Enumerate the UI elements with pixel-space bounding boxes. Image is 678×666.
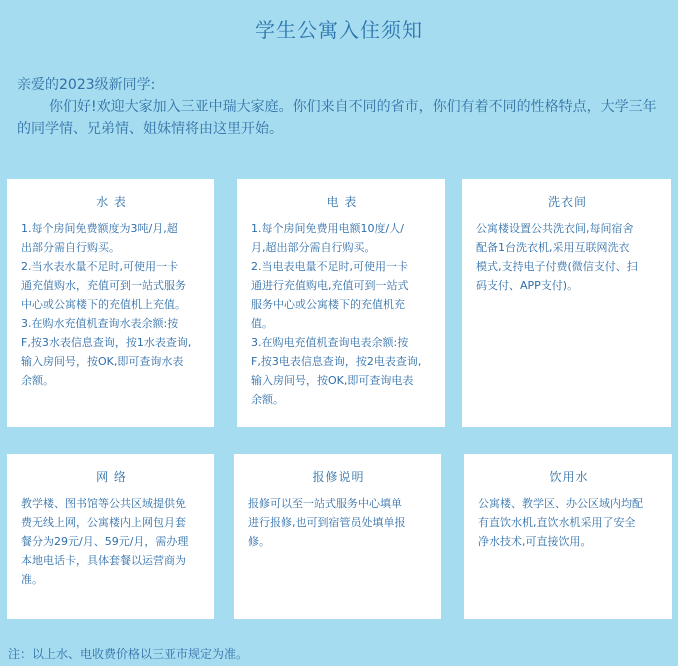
drinking-water-card: [464, 454, 672, 619]
card-title: 网 络: [96, 470, 127, 484]
card-line: 准。: [21, 573, 43, 586]
card-line: F,按3水表信息查询，按1水表查询,: [21, 336, 192, 349]
card-title: 报修说明: [312, 470, 365, 484]
card-line: 中心或公寓楼下的充值机上充值。: [21, 298, 186, 311]
card-body: [21, 219, 202, 390]
card-line: 1.每个房间免费额度为3吨/月,超: [21, 222, 178, 235]
laundry-card: [462, 179, 671, 427]
card-line: 公寓楼设置公共洗衣间,每间宿舍: [476, 222, 634, 235]
card-body: [476, 219, 659, 295]
card-line: 码支付、APP支付)。: [476, 279, 579, 292]
card-line: F,按3电表信息查询，按2电表查询,: [251, 355, 422, 368]
electric-meter-card: [237, 179, 445, 427]
card-line: 2.当电表电量不足时,可使用一卡: [251, 260, 408, 273]
card-line: 修。: [248, 535, 270, 548]
card-title: 洗衣间: [547, 195, 587, 209]
repair-card: [234, 454, 441, 619]
card-line: 输入房间号，按OK,即可查询电表: [251, 374, 414, 387]
card-title: 电 表: [326, 195, 358, 209]
greeting: 亲爱的2023级新同学:: [17, 77, 156, 93]
card-line: 教学楼、图书馆等公共区域提供免: [21, 497, 186, 510]
card-line: 出部分需自行购买。: [21, 241, 120, 254]
water-meter-card: [7, 179, 214, 427]
card-line: 余额。: [251, 393, 284, 406]
page-title: 学生公寓入住须知: [255, 18, 423, 42]
card-line: 报修可以至一站式服务中心填单: [248, 497, 402, 510]
card-line: 公寓楼、教学区、办公区域内均配: [478, 497, 643, 510]
card-line: 输入房间号，按OK,即可查询水表: [21, 355, 184, 368]
card-line: 本地电话卡，具体套餐以运营商为: [21, 554, 186, 567]
footnote: 注：以上水、电收费价格以三亚市规定为准。: [8, 647, 249, 661]
card-line: 值。: [251, 317, 273, 330]
card-line: 费无线上网，公寓楼内上网包月套: [21, 516, 186, 529]
card-line: 服务中心或公寓楼下的充值机充: [251, 298, 405, 311]
card-title: 水 表: [96, 195, 127, 209]
card-line: 3.在购电充值机查询电表余额:按: [251, 336, 409, 349]
card-line: 月,超出部分需自行购买。: [251, 241, 376, 254]
card-body: [248, 494, 429, 551]
card-body: [478, 494, 660, 551]
card-line: 餐分为29元/月、59元/月，需办理: [21, 535, 189, 548]
intro-paragraph: 你们好!欢迎大家加入三亚中瑞大家庭。你们来自不同的省市，你们有着不同的性格特点，大学三年的同学情、兄弟情、姐妹情将由这里开始。: [17, 99, 657, 137]
card-line: 净水技术,可直接饮用。: [478, 535, 592, 548]
card-line: 余额。: [21, 374, 54, 387]
card-title: 饮用水: [549, 470, 589, 484]
card-body: [21, 494, 202, 589]
card-line: 2.当水表水量不足时,可使用一卡: [21, 260, 178, 273]
card-line: 通充值购水，充值可到一站式服务: [21, 279, 186, 292]
network-card: [7, 454, 214, 619]
card-line: 模式,支持电子付费(微信支付、扫: [476, 260, 638, 273]
card-line: 3.在购水充值机查询水表余额:按: [21, 317, 179, 330]
card-line: 有直饮水机,直饮水机采用了安全: [478, 516, 636, 529]
card-line: 1.每个房间免费用电额10度/人/: [251, 222, 404, 235]
card-line: 配备1台洗衣机,采用互联网洗衣: [476, 241, 630, 254]
card-body: [251, 219, 433, 409]
card-line: 进行报修,也可到宿管员处填单报: [248, 516, 406, 529]
card-line: 通进行充值购电,充值可到一站式: [251, 279, 409, 292]
